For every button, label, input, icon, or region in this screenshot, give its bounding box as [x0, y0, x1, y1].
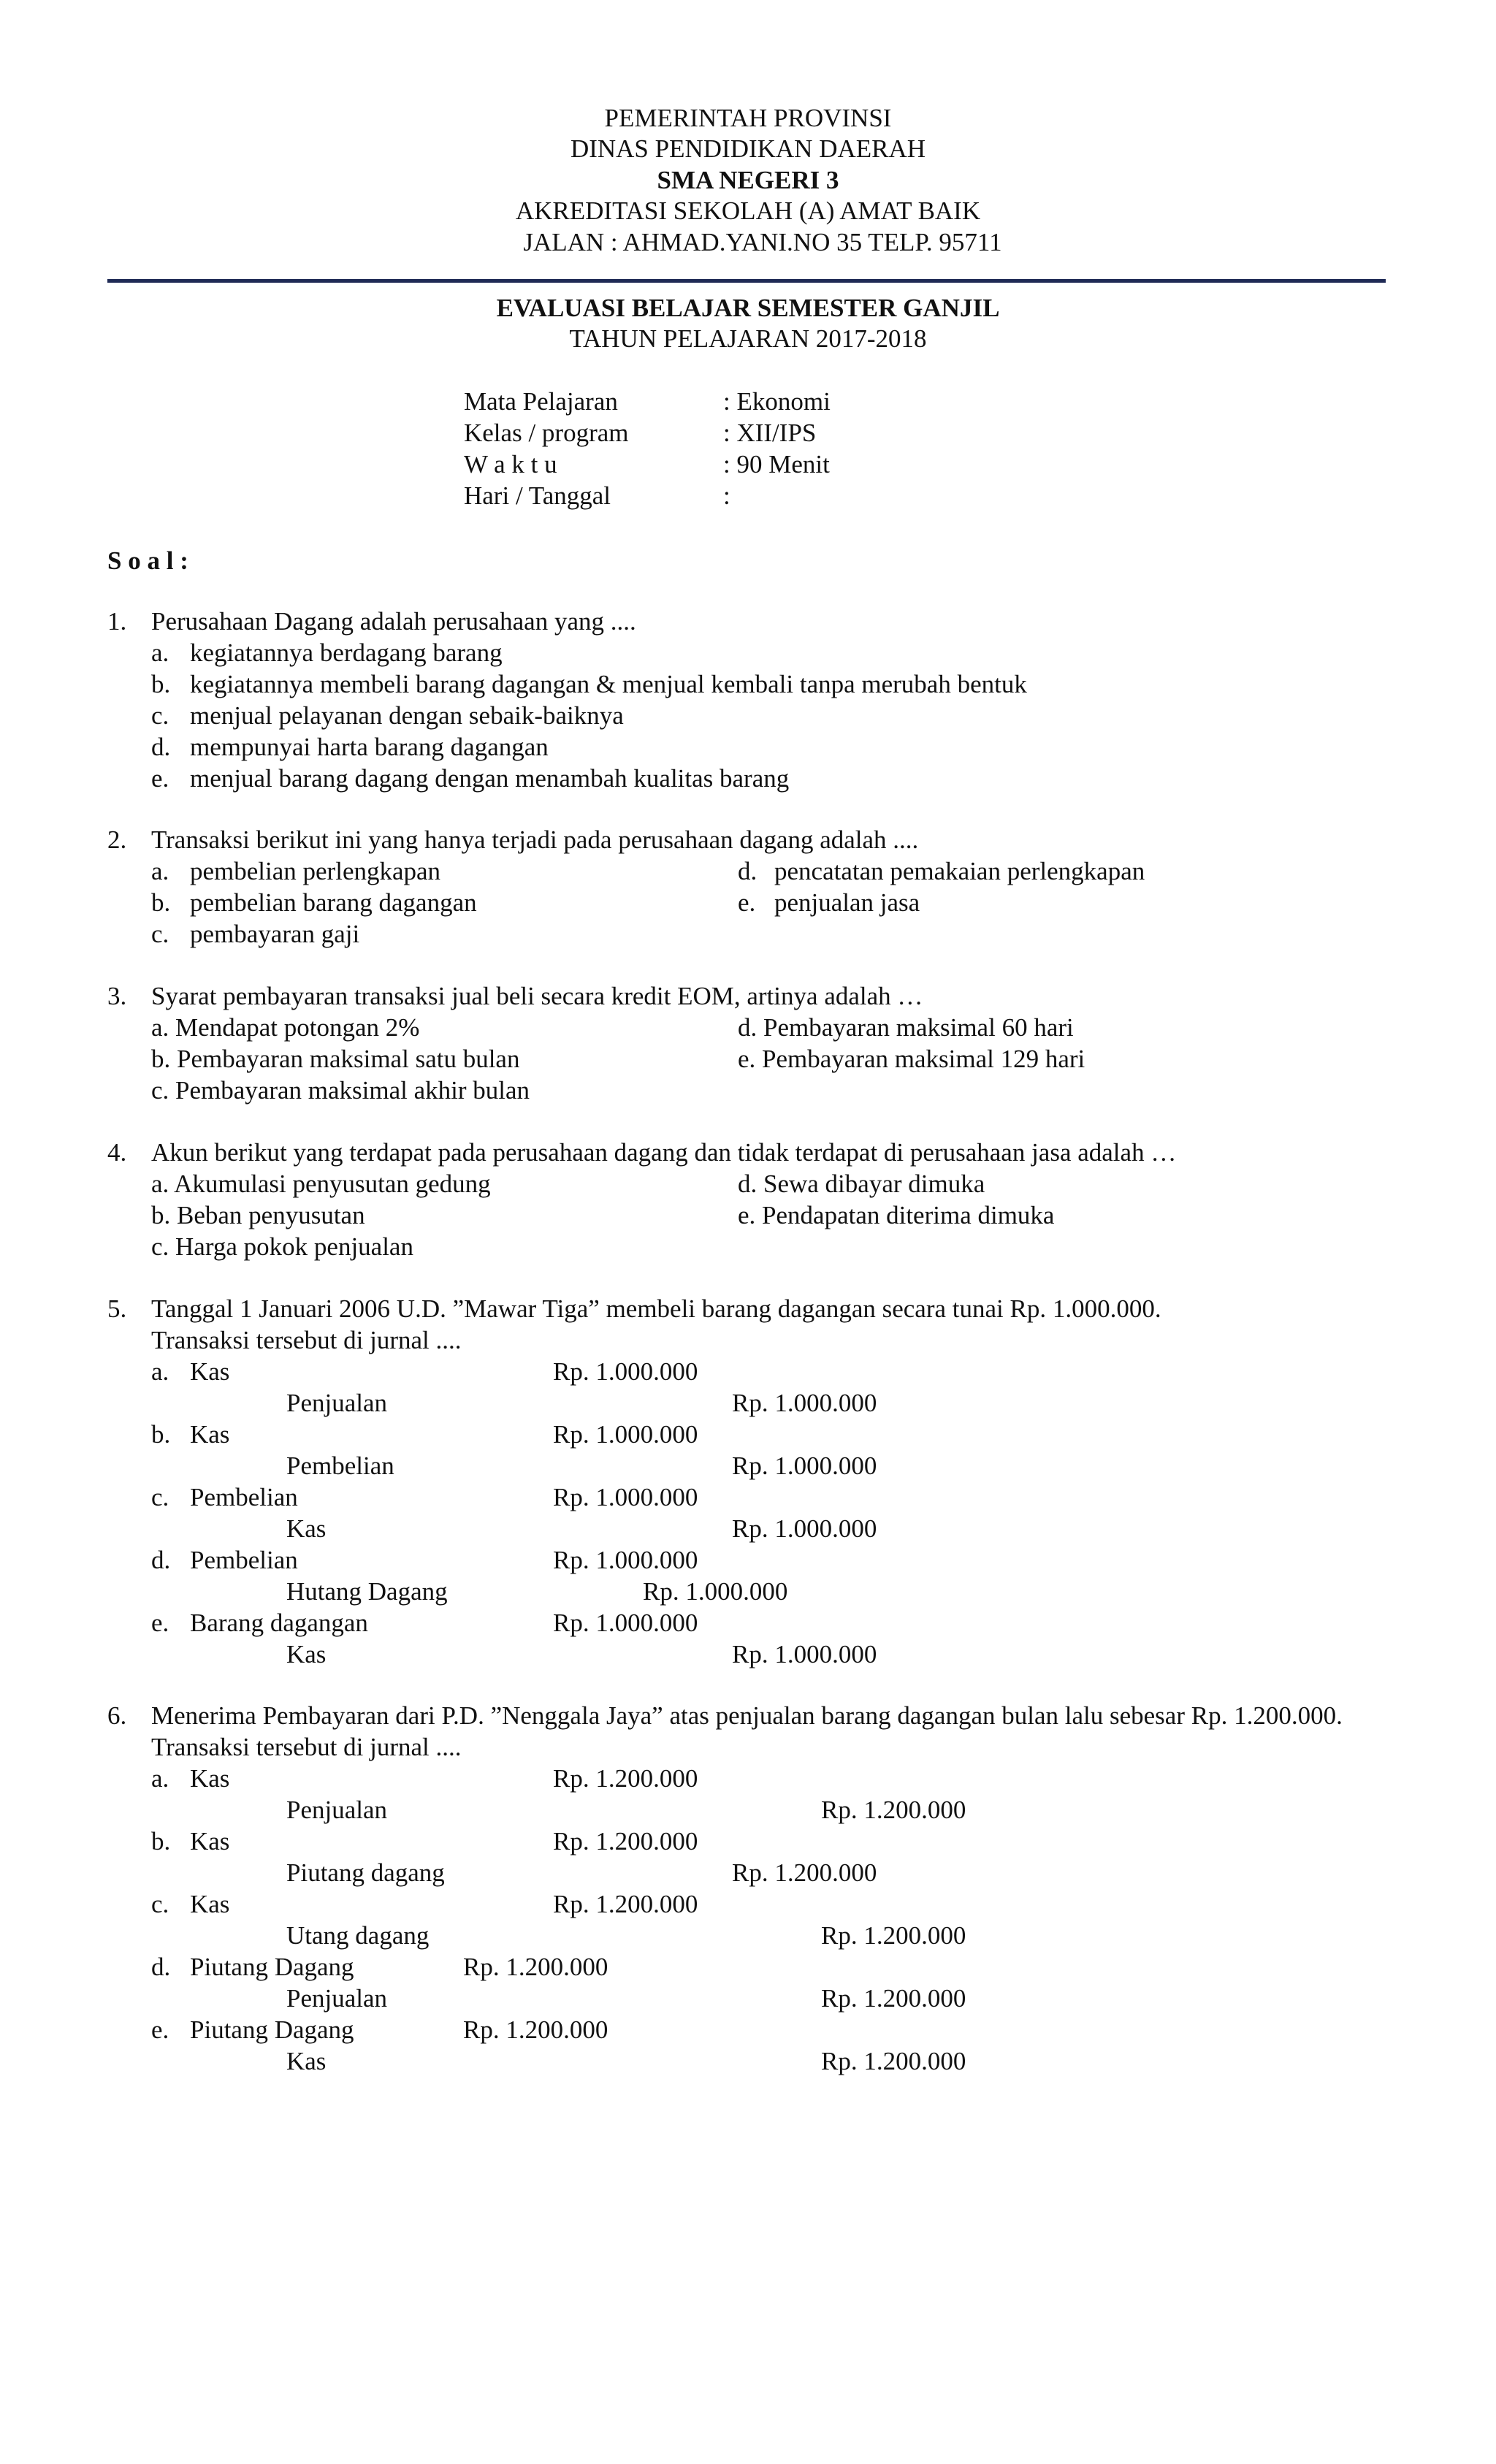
q2-option-e-letter: e.: [738, 888, 756, 917]
q5-option-a-letter: a.: [151, 1357, 169, 1386]
header-accreditation: AKREDITASI SEKOLAH (A) AMAT BAIK: [515, 197, 981, 225]
q3-number: 3.: [107, 982, 127, 1010]
q5-option-a-credit: Penjualan: [286, 1389, 388, 1417]
info-label-date: Hari / Tanggal: [464, 481, 611, 510]
q5-option-c-debit: Pembelian: [190, 1483, 298, 1511]
q6-text-continued: Transaksi tersebut di jurnal ....: [151, 1733, 462, 1761]
q6-option-d-letter: d.: [151, 1953, 171, 1981]
q4-option-a: a. Akumulasi penyusutan gedung: [151, 1170, 491, 1198]
q6-option-e-letter: e.: [151, 2015, 169, 2044]
q3-option-d: d. Pembayaran maksimal 60 hari: [738, 1013, 1074, 1042]
info-label-class: Kelas / program: [464, 419, 629, 447]
q2-option-c: pembayaran gaji: [190, 920, 360, 948]
info-value-time: : 90 Menit: [723, 450, 830, 478]
q5-option-c-debit-amount: Rp. 1.000.000: [553, 1483, 698, 1511]
q5-option-d-letter: d.: [151, 1546, 171, 1574]
q5-option-a-debit: Kas: [190, 1357, 230, 1386]
q6-option-b-debit-amount: Rp. 1.200.000: [553, 1827, 698, 1855]
q6-option-c-letter: c.: [151, 1890, 169, 1918]
q6-option-c-debit-amount: Rp. 1.200.000: [553, 1890, 698, 1918]
q3-option-a: a. Mendapat potongan 2%: [151, 1013, 420, 1042]
q6-option-b-credit-amount: Rp. 1.200.000: [732, 1858, 877, 1887]
q2-option-a-letter: a.: [151, 857, 169, 885]
q4-option-c: c. Harga pokok penjualan: [151, 1232, 413, 1261]
header-department: DINAS PENDIDIKAN DAERAH: [570, 134, 926, 163]
q1-option-d: mempunyai harta barang dagangan: [190, 733, 549, 761]
q3-option-b: b. Pembayaran maksimal satu bulan: [151, 1045, 520, 1073]
exam-year: TAHUN PELAJARAN 2017-2018: [569, 324, 927, 353]
q6-option-b-letter: b.: [151, 1827, 171, 1855]
q4-option-b: b. Beban penyusutan: [151, 1201, 365, 1229]
exam-title: EVALUASI BELAJAR SEMESTER GANJIL: [496, 294, 1000, 322]
header-address: JALAN : AHMAD.YANI.NO 35 TELP. 95711: [523, 228, 1002, 256]
q5-text: Tanggal 1 Januari 2006 U.D. ”Mawar Tiga” membeli barang dagangan secara tunai Rp. 1.000.000.: [151, 1294, 1161, 1323]
q6-option-c-credit: Utang dagang: [286, 1921, 430, 1950]
q5-number: 5.: [107, 1294, 127, 1323]
info-value-subject: : Ekonomi: [723, 387, 831, 416]
q6-option-d-debit: Piutang Dagang: [190, 1953, 354, 1981]
info-label-time: W a k t u: [464, 450, 557, 478]
q6-option-a-debit: Kas: [190, 1764, 230, 1793]
q5-option-a-debit-amount: Rp. 1.000.000: [553, 1357, 698, 1386]
q5-option-c-letter: c.: [151, 1483, 169, 1511]
q1-option-b-letter: b.: [151, 670, 171, 698]
q4-text: Akun berikut yang terdapat pada perusahaan dagang dan tidak terdapat di perusahaan jasa adalah …: [151, 1138, 1177, 1167]
q5-option-b-credit: Pembelian: [286, 1452, 394, 1480]
q6-text: Menerima Pembayaran dari P.D. ”Nenggala Jaya” atas penjualan barang dagangan bulan lalu sebesar Rp. 1.200.000.: [151, 1701, 1343, 1730]
q5-option-d-debit-amount: Rp. 1.000.000: [553, 1546, 698, 1574]
q5-option-d-debit: Pembelian: [190, 1546, 298, 1574]
q6-option-b-credit: Piutang dagang: [286, 1858, 445, 1887]
q4-number: 4.: [107, 1138, 127, 1167]
q5-option-b-debit: Kas: [190, 1420, 230, 1449]
q5-option-e-debit: Barang dagangan: [190, 1609, 368, 1637]
q2-option-b: pembelian barang dagangan: [190, 888, 477, 917]
soal-heading: S o a l :: [107, 546, 188, 575]
q4-option-e: e. Pendapatan diterima dimuka: [738, 1201, 1055, 1229]
q3-option-e: e. Pembayaran maksimal 129 hari: [738, 1045, 1085, 1073]
q6-option-a-credit: Penjualan: [286, 1796, 388, 1824]
q6-option-a-credit-amount: Rp. 1.200.000: [821, 1796, 966, 1824]
q1-option-c: menjual pelayanan dengan sebaik-baiknya: [190, 701, 624, 730]
q2-option-b-letter: b.: [151, 888, 171, 917]
q5-option-e-debit-amount: Rp. 1.000.000: [553, 1609, 698, 1637]
header-school-name: SMA NEGERI 3: [657, 166, 839, 194]
q2-number: 2.: [107, 825, 127, 854]
q6-option-e-credit-amount: Rp. 1.200.000: [821, 2047, 966, 2075]
q2-option-a: pembelian perlengkapan: [190, 857, 441, 885]
q6-option-a-debit-amount: Rp. 1.200.000: [553, 1764, 698, 1793]
q5-option-c-credit: Kas: [286, 1514, 327, 1543]
q1-number: 1.: [107, 607, 127, 636]
q5-option-d-credit-amount: Rp. 1.000.000: [643, 1577, 788, 1606]
q3-text: Syarat pembayaran transaksi jual beli secara kredit EOM, artinya adalah …: [151, 982, 923, 1010]
q5-option-e-credit-amount: Rp. 1.000.000: [732, 1640, 877, 1668]
q6-number: 6.: [107, 1701, 127, 1730]
q5-option-b-letter: b.: [151, 1420, 171, 1449]
q5-option-e-credit: Kas: [286, 1640, 327, 1668]
q2-option-d-letter: d.: [738, 857, 757, 885]
q5-text-continued: Transaksi tersebut di jurnal ....: [151, 1326, 462, 1354]
q1-option-a: kegiatannya berdagang barang: [190, 638, 503, 667]
q2-option-d: pencatatan pemakaian perlengkapan: [774, 857, 1145, 885]
q5-option-e-letter: e.: [151, 1609, 169, 1637]
header-government: PEMERINTAH PROVINSI: [604, 104, 892, 132]
q5-option-b-debit-amount: Rp. 1.000.000: [553, 1420, 698, 1449]
q6-option-d-credit-amount: Rp. 1.200.000: [821, 1984, 966, 2013]
q5-option-a-credit-amount: Rp. 1.000.000: [732, 1389, 877, 1417]
q6-option-a-letter: a.: [151, 1764, 169, 1793]
q3-option-c: c. Pembayaran maksimal akhir bulan: [151, 1076, 530, 1105]
info-value-class: : XII/IPS: [723, 419, 817, 447]
q5-option-c-credit-amount: Rp. 1.000.000: [732, 1514, 877, 1543]
q6-option-d-credit: Penjualan: [286, 1984, 388, 2013]
q1-option-b: kegiatannya membeli barang dagangan & menjual kembali tanpa merubah bentuk: [190, 670, 1027, 698]
info-value-date: :: [723, 481, 730, 510]
q6-option-c-credit-amount: Rp. 1.200.000: [821, 1921, 966, 1950]
q6-option-e-debit-amount: Rp. 1.200.000: [463, 2015, 608, 2044]
q2-option-e: penjualan jasa: [774, 888, 920, 917]
q5-option-b-credit-amount: Rp. 1.000.000: [732, 1452, 877, 1480]
q5-option-d-credit: Hutang Dagang: [286, 1577, 448, 1606]
q2-text: Transaksi berikut ini yang hanya terjadi pada perusahaan dagang adalah ....: [151, 825, 919, 854]
q1-option-a-letter: a.: [151, 638, 169, 667]
q6-option-c-debit: Kas: [190, 1890, 230, 1918]
q1-option-d-letter: d.: [151, 733, 171, 761]
q6-option-e-credit: Kas: [286, 2047, 327, 2075]
q6-option-d-debit-amount: Rp. 1.200.000: [463, 1953, 608, 1981]
q2-option-c-letter: c.: [151, 920, 169, 948]
q1-option-c-letter: c.: [151, 701, 169, 730]
q4-option-d: d. Sewa dibayar dimuka: [738, 1170, 985, 1198]
q6-option-b-debit: Kas: [190, 1827, 230, 1855]
q6-option-e-debit: Piutang Dagang: [190, 2015, 354, 2044]
header-divider: [107, 279, 1386, 283]
q1-text: Perusahaan Dagang adalah perusahaan yang ....: [151, 607, 636, 636]
info-label-subject: Mata Pelajaran: [464, 387, 618, 416]
q1-option-e: menjual barang dagang dengan menambah kualitas barang: [190, 764, 790, 793]
q1-option-e-letter: e.: [151, 764, 169, 793]
